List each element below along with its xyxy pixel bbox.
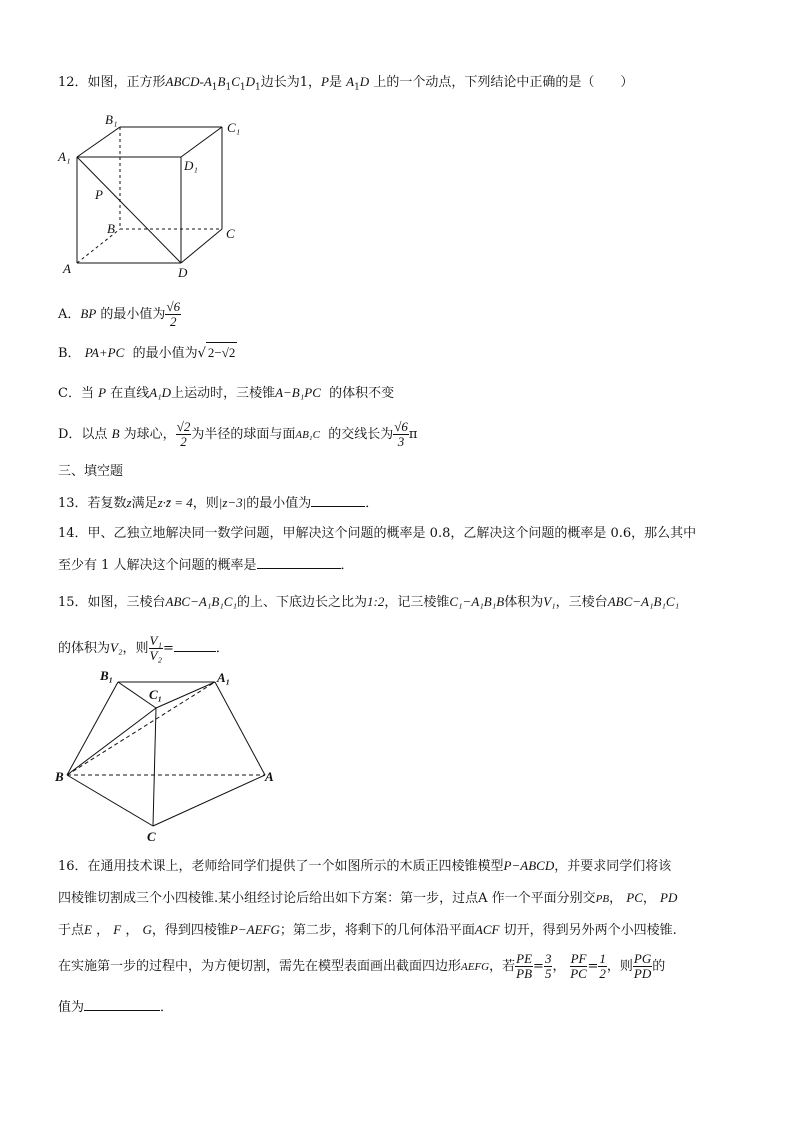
diag-a1d — [77, 157, 181, 263]
q13-eq: z·z̄ = 4 — [157, 495, 193, 510]
q12-cube-b: B — [217, 74, 226, 89]
opt-d-text1: 为球心， — [123, 427, 176, 442]
q16-l3-e: ， — [125, 923, 139, 938]
q16-l4-f: 的 — [652, 959, 666, 974]
opt-c-pyramid: A−B₁PC — [275, 385, 321, 400]
opt-d-den2: 3 — [397, 434, 405, 449]
q16-g: G — [142, 922, 152, 937]
opt-c-text1: 在直线 — [110, 386, 150, 401]
q16-frac-pe-pb — [515, 952, 533, 981]
q16-pg: PG — [633, 951, 652, 966]
opt-d-text2: 为半径的球面与面 — [191, 427, 296, 442]
q15-text-d: 体积为 — [504, 595, 544, 610]
q16-pd2: PD — [633, 966, 652, 981]
q15-text-c: ，记三棱锥 — [384, 595, 450, 610]
q15-ratio: 1:2 — [367, 594, 385, 609]
q16-l3-k: 切开，得到另外两个小四棱锥. — [503, 923, 677, 938]
q16-pc2: PC — [570, 966, 587, 981]
q16-line3 — [58, 920, 677, 941]
opt-a-den: 2 — [170, 314, 177, 329]
label-d: D — [178, 265, 188, 280]
q14-answer-blank[interactable] — [257, 554, 341, 569]
q16-l3-g: ，得到四棱锥 — [151, 923, 230, 938]
q15-answer-blank[interactable] — [174, 637, 216, 652]
opt-b-text: 的最小值为 — [132, 346, 198, 361]
label-b: B — [55, 769, 64, 784]
opt-c-line: A₁D — [149, 385, 172, 400]
q16-line5 — [58, 996, 173, 1018]
edge-c1c — [153, 708, 156, 826]
q12-cube-name: ABCD-A — [165, 74, 212, 89]
opt-d-fraction1 — [176, 420, 192, 449]
q16-pyramid: P−ABCD — [503, 858, 555, 873]
q16-pb2: PB — [516, 966, 533, 981]
q16-acf: ACF — [474, 922, 500, 937]
label-a: A — [265, 769, 274, 784]
q13-text-d: 的最小值为 — [246, 496, 312, 511]
opt-c-p: P — [98, 385, 107, 400]
label-c: C — [226, 226, 235, 241]
q16-l3-c: ， — [96, 923, 110, 938]
q16-l4-c: ，若 — [489, 959, 516, 974]
frustum-figure — [55, 668, 285, 844]
q16-frac-pf-pc — [570, 952, 588, 981]
q15-v1: V₁ — [543, 594, 556, 609]
q13-end: ． — [365, 496, 379, 511]
label-a1: A₁ — [58, 149, 71, 164]
q13-text-b: 满足 — [131, 496, 158, 511]
opt-a-text: 的最小值为 — [100, 307, 166, 322]
q12-option-a — [58, 298, 181, 331]
q15-text-f: 的体积为 — [58, 641, 111, 656]
q14-line1: 14．甲、乙独立地解决同一数学问题，甲解决这个问题的概率是 0.8，乙解决这个问题的概率是 0.6，那么其中 — [58, 526, 697, 541]
q16-pd: PD — [660, 890, 678, 905]
q16-pe: PE — [516, 951, 533, 966]
q15-frustum2: ABC−A₁B₁C₁ — [607, 594, 680, 609]
label-p: P — [95, 187, 103, 202]
opt-d-num: √2 — [176, 419, 191, 434]
q16-comma1: ， — [609, 891, 623, 906]
section-heading: 三、填空题 — [58, 464, 124, 479]
q16-l2-text: 四棱锥切割成三个小四棱锥.某小组经讨论后给出如下方案：第一步，过点A 作一个平面分别交 — [58, 891, 596, 906]
q15-fraction — [149, 634, 163, 663]
q15-line2 — [58, 632, 229, 665]
q12-stem-text: 12．如图，正方形 — [58, 75, 166, 90]
q15-num: V₁ — [149, 633, 162, 648]
q16-frac-pg-pd — [633, 952, 652, 981]
edge-ba1 — [67, 682, 215, 775]
q13-z: z — [126, 495, 132, 510]
label-c1: C₁ — [149, 687, 163, 702]
q12-option-d — [58, 418, 417, 451]
q15-eq: = — [162, 641, 174, 656]
q16-l4-e: ，则 — [606, 959, 633, 974]
q12-cube-d: D — [245, 74, 255, 89]
q12-d: D — [359, 74, 370, 89]
q16-l3-a: 于点 — [58, 923, 85, 938]
opt-c-text2: 上运动时，三棱锥 — [171, 386, 276, 401]
edge-bc1 — [67, 708, 156, 775]
q15-end: ． — [215, 641, 229, 656]
opt-c-prefix: C．当 — [58, 386, 94, 401]
edge-a1a — [215, 682, 265, 775]
q13-text-c: ，则 — [192, 496, 219, 511]
q12-side: 边长为1， — [260, 75, 321, 90]
label-a: A — [63, 261, 71, 276]
q12-is: 是 — [328, 75, 342, 90]
q15-text-e: ，三棱台 — [555, 595, 608, 610]
opt-d-den: 2 — [180, 434, 187, 449]
opt-d-plane: AB₁C — [295, 429, 320, 441]
opt-a-var: BP — [80, 306, 97, 321]
q16-e: E — [84, 922, 92, 937]
label-b1: B₁ — [105, 112, 118, 127]
q16-line4: 在实施第一步的过程中，为方便切割，需先在模型表面画出截面四边形AEFG，若 $\frac{PE}{PB}$ = $\frac{3}{5}$ ， $\frac{PF}{PC}$ = $\frac{1}{2}$ ，则 $\frac{PG}{PD}$ 的 — [58, 951, 666, 981]
opt-d-b: B — [111, 426, 120, 441]
q16-pc: PC — [626, 890, 643, 905]
edge-bc — [67, 775, 153, 826]
opt-c-text3: 的体积不变 — [329, 386, 395, 401]
q16-l1-end: ，并要求同学们将该 — [554, 859, 672, 874]
q16-l5-a: 值为 — [58, 1000, 85, 1015]
opt-a-num: √6 — [166, 299, 181, 314]
q15-frustum: ABC−A₁B₁C₁ — [165, 594, 237, 609]
q13 — [58, 492, 378, 514]
label-b1: B₁ — [100, 668, 114, 683]
q16-l1-text: 16．在通用技术课上，老师给同学们提供了一个如图所示的木质正四棱锥模型 — [58, 859, 504, 874]
opt-d-num2: √6 — [394, 419, 408, 434]
sqrt-symbol: √ — [197, 346, 206, 361]
q16-l3-i: ；第二步，将剩下的几何体沿平面 — [279, 923, 475, 938]
opt-b-var: PA+PC — [84, 345, 125, 360]
q16-5: 5 — [544, 966, 552, 981]
opt-b-prefix: B． — [58, 346, 81, 361]
q16-end: ． — [160, 1000, 174, 1015]
q14-line2 — [58, 554, 354, 576]
opt-d-fraction2 — [393, 420, 409, 449]
opt-a-prefix: A． — [58, 307, 81, 322]
opt-d-pi: π — [408, 427, 418, 442]
q12-option-c — [58, 383, 394, 404]
opt-b-root: 2−√2 — [206, 342, 237, 363]
q15-pyramid: C₁−A₁B₁B — [449, 594, 505, 609]
q16-pf: PF — [570, 951, 587, 966]
q16-1: 1 — [599, 951, 606, 966]
edge-ca — [153, 775, 265, 826]
edge-bb1 — [67, 682, 118, 775]
q15-text-g: ，则 — [122, 641, 149, 656]
edge-d1c1 — [181, 127, 222, 157]
q16-frac-1-2 — [598, 952, 607, 981]
opt-a-fraction — [165, 300, 181, 329]
q16-l4-a: 在实施第一步的过程中，为方便切割，需先在模型表面画出截面四边形 — [58, 959, 462, 974]
cube-figure — [55, 110, 255, 282]
q15-v2: V₂ — [110, 640, 123, 655]
q12-p: P — [321, 74, 329, 89]
q16-2: 2 — [599, 966, 606, 981]
label-c: C — [147, 829, 156, 844]
q16-comma2: ， — [642, 891, 656, 906]
q16-pb: PB — [595, 893, 610, 905]
q16-line2 — [58, 888, 677, 909]
q16-3: 3 — [544, 951, 552, 966]
opt-d-prefix: D．以点 — [58, 427, 108, 442]
q16-line1 — [58, 856, 671, 877]
q16-small-pyramid: P−AEFG — [229, 922, 280, 937]
edge-c1a1 — [156, 682, 215, 708]
q13-text-a: 13．若复数 — [58, 496, 127, 511]
q12-a1: A — [346, 74, 355, 89]
q16-f: F — [113, 922, 122, 937]
q16-answer-blank[interactable] — [84, 996, 160, 1011]
q16-l4-d: ， — [552, 959, 566, 974]
q15-line1 — [58, 592, 679, 613]
label-c1: C₁ — [227, 120, 241, 135]
q13-answer-blank[interactable] — [311, 492, 365, 507]
q15-text-a: 15．如图，三棱台 — [58, 595, 166, 610]
q14-text: 至少有 1 人解决这个问题的概率是 — [58, 558, 257, 573]
edge-a1b1 — [77, 127, 120, 157]
label-d1: D₁ — [184, 158, 198, 173]
q15-den: V₂ — [149, 648, 162, 663]
q14-end: ． — [340, 558, 354, 573]
label-a1: A₁ — [217, 670, 231, 685]
q13-abs: |z−3| — [218, 495, 247, 510]
label-b: B — [107, 221, 115, 236]
q12-ask: 上的一个动点，下列结论中正确的是（ ） — [373, 75, 634, 90]
q16-aefg: AEFG — [461, 961, 490, 973]
edge-dc — [181, 229, 222, 263]
q12-stem: 12．如图，正方形ABCD-$A_1B_1C_1D_1$边长为1，P是 $A_1D$ 上的一个动点，下列结论中正确的是（ ） — [58, 74, 634, 93]
opt-d-text3: 的交线长为 — [328, 427, 394, 442]
q15-text-b: 的上、下底边长之比为 — [236, 595, 367, 610]
q12-option-b — [58, 342, 237, 364]
q12-cube-c: C — [231, 74, 240, 89]
